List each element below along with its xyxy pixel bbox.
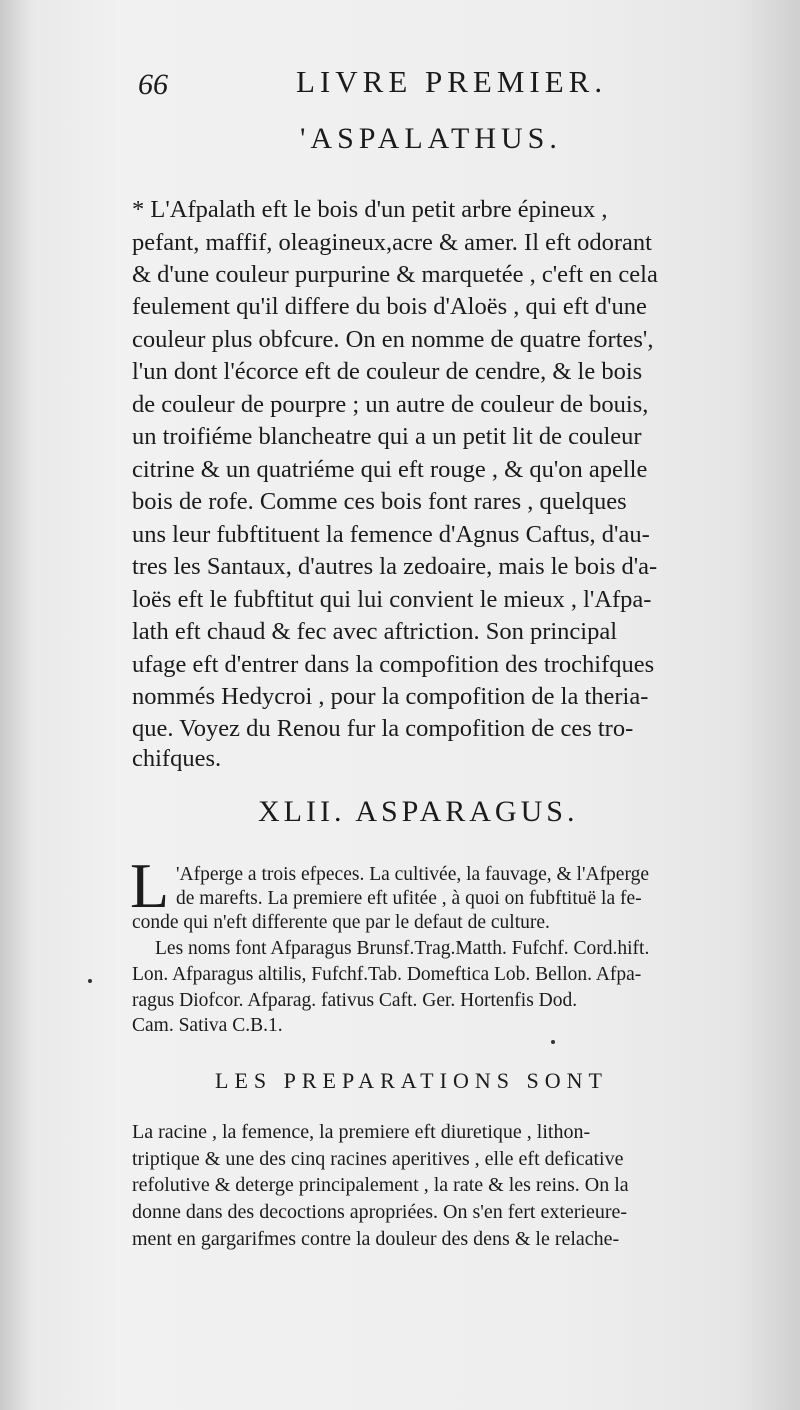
text-line: Cam. Sativa C.B.1. (132, 1015, 283, 1036)
running-title: LIVRE PREMIER. (296, 64, 608, 99)
article-title-asparagus: XLII. ASPARAGUS. (258, 795, 579, 828)
text-line: citrine & un quatriéme qui eft rouge , & qu'on apelle (132, 456, 648, 483)
text-line: 'Afperge a trois efpeces. La cultivée, la fauvage, & l'Afperge (176, 864, 650, 885)
text-line: pefant, maffif, oleagineux,acre & amer. Il eft odorant (132, 229, 652, 256)
text-line: ment en gargarifmes contre la douleur des dens & le relache- (132, 1228, 620, 1250)
text-line: uns leur fubftituent la femence d'Agnus Caftus, d'au- (132, 521, 650, 548)
ink-speck (88, 979, 92, 983)
text-line: lath eft chaud & fec avec aftriction. Son principal (132, 618, 618, 645)
text-line: donne dans des decoctions apropriées. On s'en fert exterieure- (132, 1201, 628, 1223)
page-number: 66 (138, 68, 168, 101)
text-line: feulement qu'il differe du bois d'Aloës , qui eft d'une (132, 293, 647, 320)
text-line: tres les Santaux, d'autres la zedoaire, mais le bois d'a- (132, 553, 658, 580)
text-line: couleur plus obfcure. On en nomme de quatre fortes', (132, 326, 654, 353)
section-heading: LES PREPARATIONS SONT (215, 1068, 608, 1093)
text-line: de couleur de pourpre ; un autre de couleur de bouis, (132, 391, 649, 418)
text-line: l'un dont l'écorce eft de couleur de cendre, & le bois (132, 358, 643, 385)
text-line: de marefts. La premiere eft ufitée , à quoi on fubftituë la fe- (176, 888, 642, 909)
drop-cap: L (130, 850, 170, 921)
article-title-aspalathus: 'ASPALATHUS. (300, 122, 562, 155)
text-line: que. Voyez du Renou fur la compofition de ces tro- (132, 715, 634, 742)
text-line: refolutive & deterge principalement , la rate & les reins. On la (132, 1174, 629, 1196)
text-line: & d'une couleur purpurine & marquetée , c'eft en cela (132, 261, 658, 288)
text-line: * L'Afpalath eft le bois d'un petit arbre épineux , (132, 196, 608, 223)
text-line: bois de rofe. Comme ces bois font rares , quelques (132, 488, 627, 515)
text-line: loës eft le fubftitut qui lui convient le mieux , l'Afpa- (132, 586, 652, 613)
text-line: La racine , la femence, la premiere eft diuretique , lithon- (132, 1121, 591, 1143)
text-line: ragus Diofcor. Afparag. fativus Caft. Ger. Hortenfis Dod. (132, 990, 578, 1011)
ink-speck (551, 1040, 555, 1044)
text-line: conde qui n'eft differente que par le defaut de culture. (132, 912, 550, 933)
text-line: Les noms font Afparagus Brunsf.Trag.Matth. Fufchf. Cord.hift. (155, 938, 650, 959)
text-line: chifques. (132, 745, 222, 772)
text-line: ufage eft d'entrer dans la compofition des trochifques (132, 651, 655, 678)
text-line: un troifiéme blancheatre qui a un petit lit de couleur (132, 423, 642, 450)
text-line: nommés Hedycroi , pour la compofition de la theria- (132, 683, 649, 710)
text-line: triptique & une des cinq racines aperitives , elle eft deficative (132, 1148, 624, 1170)
text-line: Lon. Afparagus altilis, Fufchf.Tab. Domeftica Lob. Bellon. Afpa- (132, 964, 642, 985)
